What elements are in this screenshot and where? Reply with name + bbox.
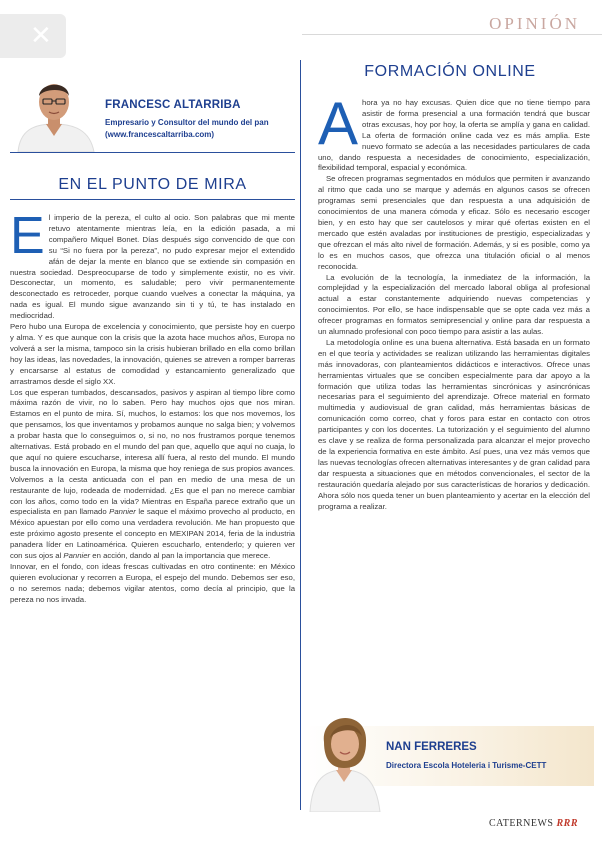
author-portrait-left	[10, 70, 98, 152]
author-name-right: NAN FERRERES	[386, 741, 477, 753]
author-portrait-right	[306, 686, 382, 812]
dropcap-left: E	[10, 207, 45, 265]
author-rule-left	[10, 152, 295, 153]
author-name-left: FRANCESC ALTARRIBA	[105, 99, 241, 111]
article-title-right: FORMACIÓN ONLINE	[364, 63, 536, 80]
article-body-right: Ahora ya no hay excusas. Quien dice que no tiene tiempo para asistir de forma presencial a una formación tendrá que buscar otras excusas, hoy por hoy, la oferta se amplía y gana en calidad. La oferta de formación online cada vez es más amplia. Este nuevo formato se adecúa a las necesidades particulares de cada uno, dando respuesta a necesidades de conocimiento, especialización, flexibilidad temporal, espacial y económica. Se ofrecen programas segmentados en módulos que permiten ir avanzando al ritmo que cada uno se marque y además en algunos casos se ofrecen programas semi presenciales que dan respuesta a una adquisición de conocimientos de una manera cómoda y eficaz. Sólo es necesario escoger bien, y en esto hay que ser cautelosos y mirar qué ofertas existen en el mercado que estén avaladas por instituciones de prestigio, especializadas y que ofrezcan el más alto nivel de formación. Además, y si es posible, como ya lo es en muchos casos, que ofrezca una titulación oficial o al menos reconocida. La evolución de la tecnología, la inmediatez de la información, la complejidad y la especialización del mercado laboral obliga al profesional actual a estar constantemente adquiriendo nuevas competencias y conocimientos. Por ello, se hace indispensable que se opte cada vez más a ofrecer programas en formatos semipresencial y online para dar respuesta a un alumnado profesional con poco tiempo para asistir a las aulas. La metodología online es una buena alternativa. Está basada en un formato en el que teoría y actividades se realizan utilizando las herramientas digitales más innovadoras, con planteamientos didácticos e interactivos. Ofrece unas herramientas virtuales que se conciben especialmente para dar apoyo a la formación que utiliza todas las herramientas sincrónicas y asincrónicas necesarias para el seguimiento del aprendizaje. Ofrece material en formato multimedia y audiovisual de gran calidad, más herramientas básicas de comunicación como correo, chat y foros para estar en contacto con otros participantes y con los docentes. La tutorización y el seguimiento del alumno es clave y se realiza de forma personalizada para alcanzar el mejor provecho de la experiencia formativa en este ámbito. Así pues, una vez más vemos que las nuevas tecnologías ofrecen alternativas interesantes y de gran calidad para dar respuesta a situaciones que en métodos convencionales, el sector de la restauración quedaría alejado por sus características de horarios y dedicación. Ahora sólo nos queda tener un buen planteamiento y acertar en la elección del programa a realizar.	[318, 90, 590, 511]
article-body-left: El imperio de la pereza, el culto al ocio. Son palabras que mi mente retuvo atentamente mientras leía, en la edición pasada, a mi compañero Miquel Bonet. Días después sigo convencido de que con su “Si no fuera por la pereza”, no pudo expresar mejor el extendido afán de dejar la mente en blanco que se extiende sin compasión en nuestra sociedad. Despreocuparse de todo y simplemente existir, no es vivir. Desconectar, un momento, es saludable; pero vivir permanentemente desconectado es retroceder, porque cuando vuelves a conectar la máquina, ya nada es igual. El mundo sigue avanzando sin ti y tú, te has instalado en mediocridad. Pero hubo una Europa de excelencia y conocimiento, que persiste hoy en cuerpo y alma. Y es que aunque con la crisis que la azota hace muchos años, Europa no volverá a ser la misma, tampoco sin la crisis hubieran brillado en ella como brillan hoy las ideas, las novedades, la innovación, quienes se atreven a romper barreras y encarsarse al estatus de comodidad y estancamiento generalizado que arrastramos desde el siglo XX. Los que esperan tumbados, descansados, pasivos y aspiran al tiempo libre como máxima razón de vivir, no lo saben. Pero hay muchos ojos que nos miran. Estamos en el punto de mira. Sí, muchos, lo estamos: los que nos movemos, los que pensamos, los que inventamos y probamos aunque no salga bien; y volvemos a probar hasta que lo conseguimos o, si no, no nos frustramos porque tenemos alternativas. Está probado en el mundo del pan que, aquello que aquí no cuaja, lo que aquí no quiere escucharse, interesa allí fuera, al resto del mundo. El mundo busca la innovación en Europa, la misma que hoy reniega de sus propios avances. Volvemos a la cesta anticuada con el pan en medio de una mesa de un restaurante de lujo, rodeada de modernidad. ¿Es que el pan no merece cambiar con los años, como todo en la vida? Mientras en España parece extraño que un especialista en pan llamado Pannier le saque el máximo provecho al producto, en México apuestan por ello como una verdadera revolución. Me han propuesto que este próximo agosto presente el concepto en MEXIPAN 2014, feria de la industria panadera líder en Latinoamérica. Quieren escucharlo, entenderlo; y quieren ver con sus ojos al Pannier en acción, dando al pan la importancia que merece. Innovar, en el fondo, con ideas frescas cultivadas en otro continente: en México quieren evolucionar y recorren a Europa, el espejo del mundo. Debemos ser eso, o no seremos nada; debemos vigilar atentos, como decía al principio, que la pereza no nos invada.	[10, 207, 295, 604]
title-rule-left	[10, 199, 295, 200]
close-icon: ✕	[30, 20, 52, 50]
dropcap-right: A	[318, 90, 359, 157]
column-divider	[300, 60, 301, 810]
brand-logo: RRR	[556, 818, 578, 829]
close-button[interactable]	[0, 14, 66, 58]
header-rule	[302, 34, 602, 35]
article-title-left: EN EL PUNTO DE MIRA	[58, 176, 247, 193]
footer-brand: CATERNEWS RRR	[488, 818, 578, 829]
author-role-right: Directora Escola Hoteleria i Turisme-CETT	[386, 761, 547, 770]
author-role-left: Empresario y Consultor del mundo del pan (www.francescaltarriba.com)	[105, 118, 269, 139]
section-label: OPINIÓN	[489, 14, 580, 33]
